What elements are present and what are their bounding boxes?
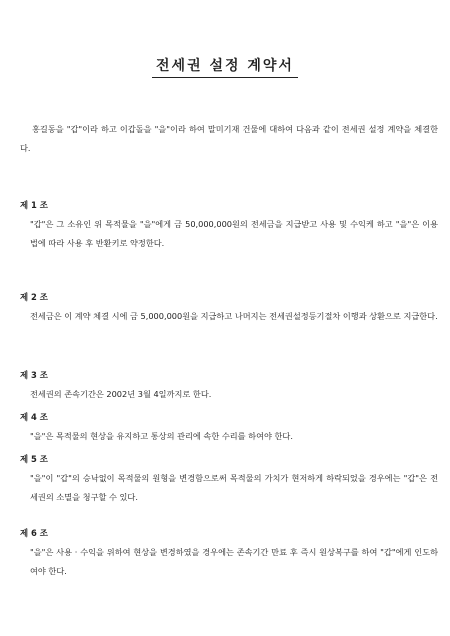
article-6: [20, 526, 438, 581]
article-4: [20, 410, 438, 446]
article-3: [20, 368, 438, 404]
title-wrap: [0, 55, 450, 78]
article-heading: 제 5 조: [20, 454, 48, 464]
intro-paragraph: 홍길동을 "갑"이라 하고 이갑돌을 "을"이라 하여 말미기재 건물에 대하여 다음과 같이 전세권 설정 계약을 체결한다.: [20, 124, 438, 153]
article-heading: 제 1 조: [20, 200, 48, 210]
article-1: [20, 198, 438, 253]
article-body: "을"은 목적물의 현상을 유지하고 통상의 관리에 속한 수리를 하여야 한다.: [30, 431, 293, 441]
article-heading: 제 2 조: [20, 292, 48, 302]
article-2: [20, 290, 438, 326]
article-body: "을"이 "갑"의 승낙없이 목적물의 원형을 변경함으로써 목적물의 가치가 현저하게 하락되었을 경우에는 "갑"은 전세권의 소멸을 청구할 수 있다.: [30, 473, 438, 502]
article-body: "을"은 사용 · 수익을 위하여 현상을 변경하였을 경우에는 존속기간 만료 후 즉시 원상복구를 하여 "갑"에게 인도하여야 한다.: [30, 547, 438, 576]
article-5: [20, 452, 438, 507]
article-body: 전세금은 이 계약 체결 시에 금 5,000,000원을 지급하고 나머지는 전세권설정등기절차 이행과 상환으로 지급한다.: [30, 311, 438, 321]
article-heading: 제 3 조: [20, 370, 48, 380]
article-body: 전세권의 존속기간은 2002년 3월 4일까지로 한다.: [30, 389, 212, 399]
article-heading: 제 4 조: [20, 412, 48, 422]
document-title: 전세권 설정 계약서: [152, 55, 298, 78]
article-body: "갑"은 그 소유인 위 목적물을 "을"에게 금 50,000,000원의 전세금을 지급받고 사용 및 수익케 하고 "을"은 이용법에 따라 사용 후 반환키로 약정한다.: [30, 219, 438, 248]
article-heading: 제 6 조: [20, 528, 48, 538]
